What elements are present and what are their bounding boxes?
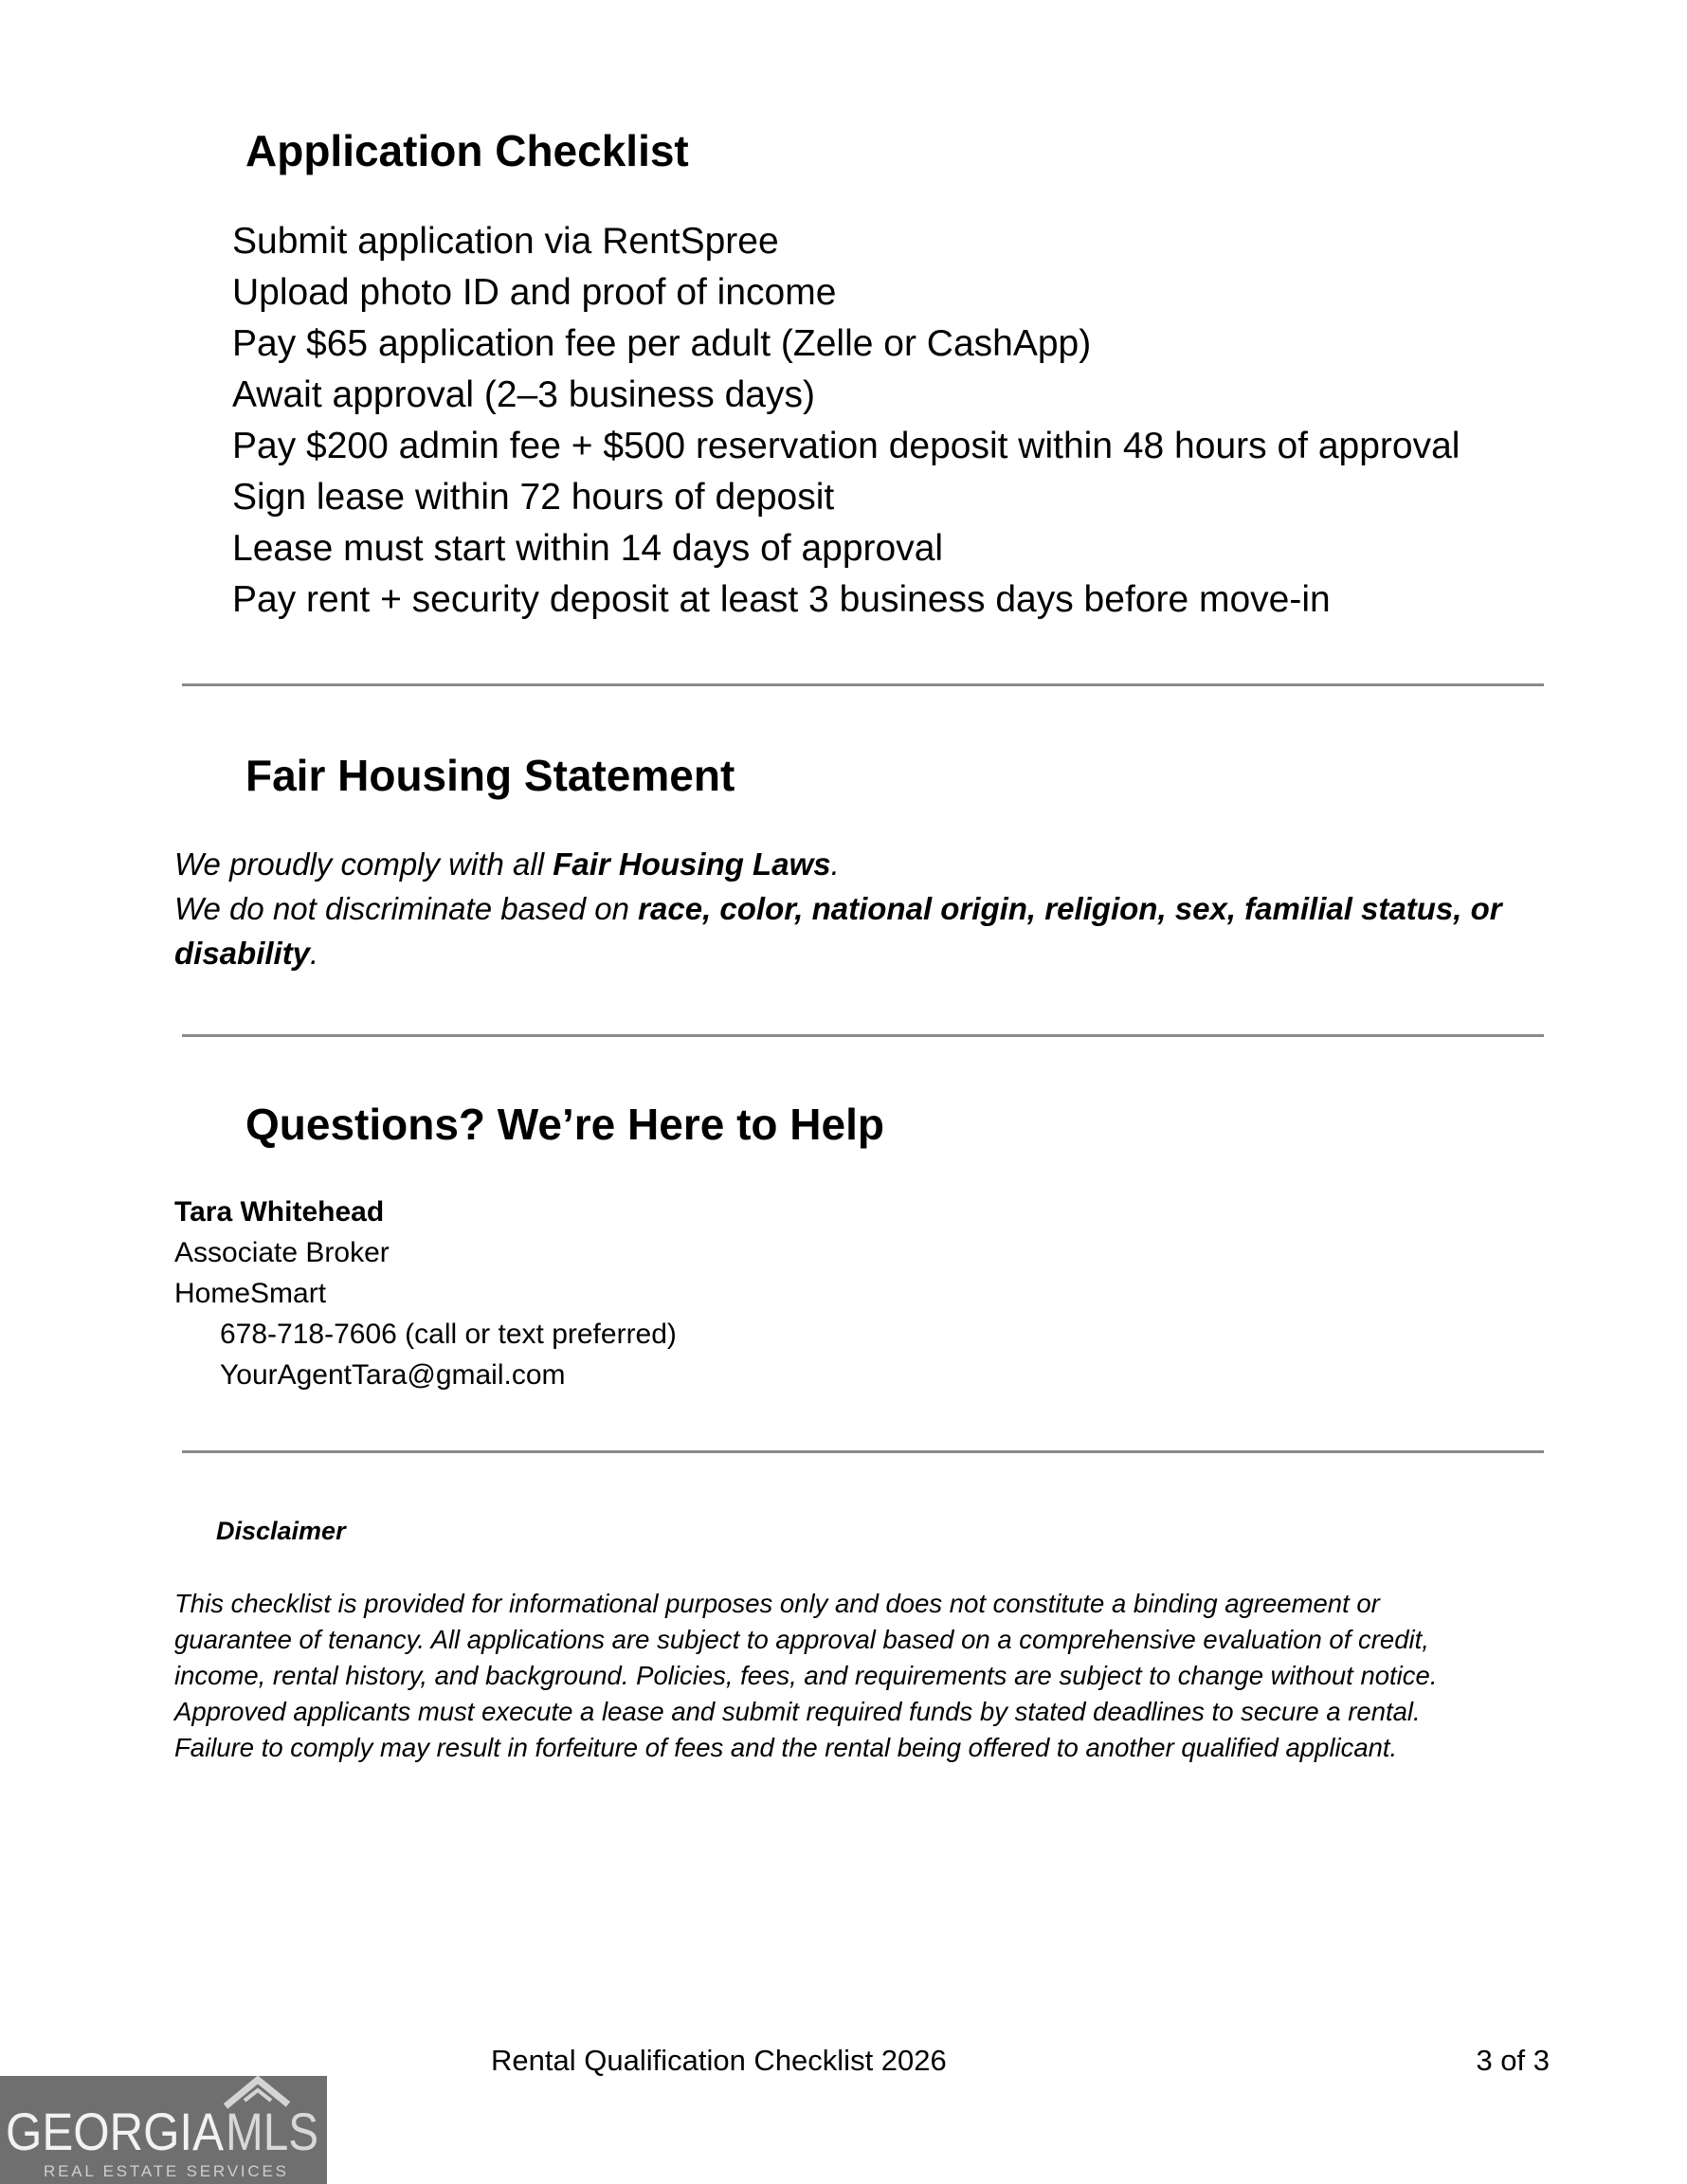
fair-housing-line-2 <box>174 886 1558 975</box>
disclaimer-line: guarantee of tenancy. All applications are subject to approval based on a comprehensive evaluation of credit, <box>174 1625 1429 1654</box>
footer-page-number: 3 of 3 <box>1476 2044 1550 2077</box>
georgia-mls-watermark <box>0 2076 327 2184</box>
footer-title: Rental Qualification Checklist 2026 <box>491 2044 947 2077</box>
checklist-item: Pay $200 admin fee + $500 reservation deposit within 48 hours of approval <box>232 426 1460 466</box>
fair-housing-text: . <box>830 846 840 882</box>
agent-company: HomeSmart <box>174 1278 327 1309</box>
fair-housing-statement <box>174 842 1558 975</box>
checklist-item: Await approval (2–3 business days) <box>232 374 815 415</box>
checklist-item: Upload photo ID and proof of income <box>232 272 837 313</box>
georgia-mls-logo <box>0 2076 327 2184</box>
fair-housing-line-1 <box>174 842 1558 886</box>
agent-title: Associate Broker <box>174 1237 390 1268</box>
watermark-brand-left: GEORGIA <box>6 2102 225 2161</box>
section-divider <box>182 1450 1544 1453</box>
section-divider <box>182 1034 1544 1037</box>
section-divider <box>182 683 1544 686</box>
application-checklist <box>232 216 1460 626</box>
checklist-item: Submit application via RentSpree <box>232 221 779 262</box>
disclaimer-line: Approved applicants must execute a lease and submit required funds by stated deadlines to secure a rental. <box>174 1697 1421 1726</box>
disclaimer-line: Failure to comply may result in forfeiture of fees and the rental being offered to another qualified applicant. <box>174 1733 1398 1762</box>
checklist-item: Lease must start within 14 days of approval <box>232 528 944 569</box>
fair-housing-text: We do not discriminate based on <box>174 891 639 926</box>
watermark-tagline: REAL ESTATE SERVICES <box>44 2162 286 2180</box>
fair-housing-laws-emphasis: Fair Housing Laws <box>553 846 831 882</box>
disclaimer-line: income, rental history, and background. Policies, fees, and requirements are subject to change without notice. <box>174 1661 1438 1690</box>
fair-housing-text: We proudly comply with all <box>174 846 553 882</box>
agent-name: Tara Whitehead <box>174 1196 385 1228</box>
agent-email[interactable]: YourAgentTara@gmail.com <box>220 1359 566 1391</box>
disclaimer-title: Disclaimer <box>216 1517 346 1545</box>
checklist-item: Pay rent + security deposit at least 3 business days before move-in <box>232 579 1331 620</box>
disclaimer-text <box>174 1586 1437 1766</box>
application-checklist-heading: Application Checklist <box>245 126 689 175</box>
checklist-item: Sign lease within 72 hours of deposit <box>232 477 835 518</box>
questions-heading: Questions? We’re Here to Help <box>245 1100 884 1149</box>
protected-classes-emphasis: race, color, national origin, religion, sex, familial status, or disability <box>174 891 1502 971</box>
checklist-item: Pay $65 application fee per adult (Zelle or CashApp) <box>232 323 1092 364</box>
contact-card <box>174 1192 677 1395</box>
watermark-brand-right: MLS <box>226 2102 318 2161</box>
agent-phone: 678-718-7606 (call or text preferred) <box>220 1319 677 1350</box>
disclaimer-line: This checklist is provided for informational purposes only and does not constitute a binding agreement or <box>174 1589 1380 1618</box>
fair-housing-heading: Fair Housing Statement <box>245 751 735 800</box>
fair-housing-text: . <box>310 936 319 971</box>
